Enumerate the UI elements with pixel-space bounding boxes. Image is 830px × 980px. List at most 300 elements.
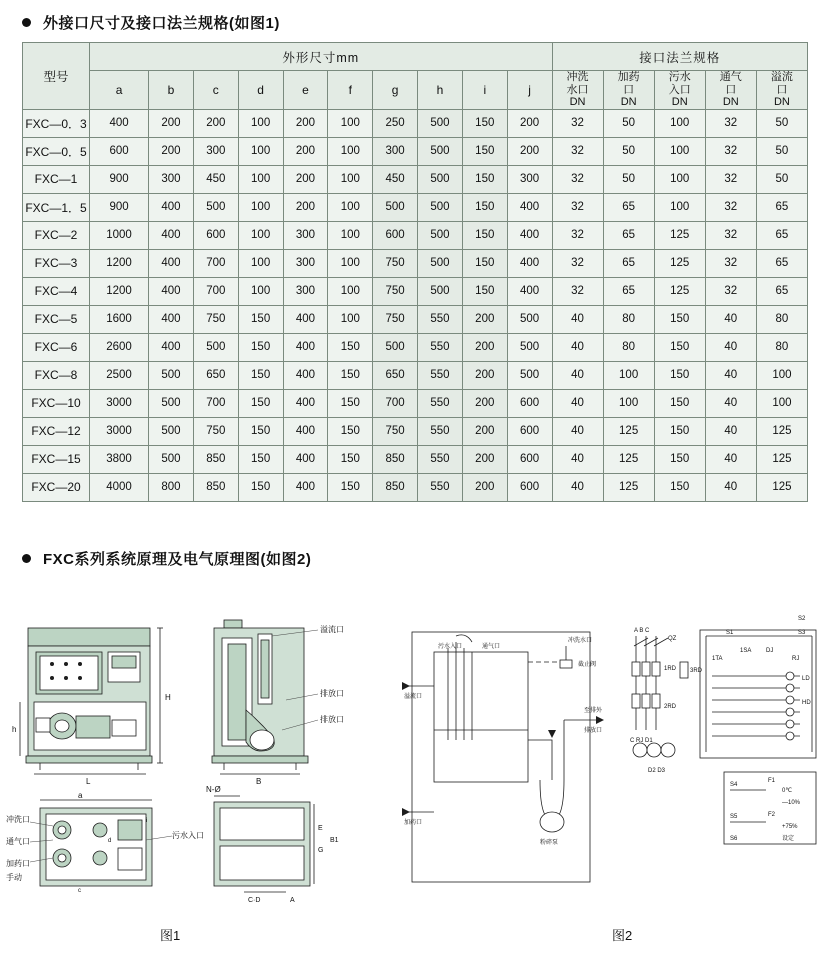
fig2-label-s4: S4 — [730, 782, 738, 788]
dosing-l3: DN — [620, 96, 637, 109]
technical-drawings — [0, 590, 830, 930]
fig2-label-dj: DJ — [766, 648, 774, 654]
cell-flange-4: 65 — [756, 277, 807, 305]
cell-dim-i: 150 — [462, 109, 507, 137]
cell-dim-c: 300 — [193, 137, 238, 165]
cell-dim-f: 100 — [328, 277, 373, 305]
table-row — [23, 249, 808, 277]
fig2-process-schematic — [402, 632, 604, 882]
table-row — [23, 109, 808, 137]
cell-dim-a: 3000 — [90, 389, 149, 417]
cell-flange-3: 32 — [705, 221, 756, 249]
cell-dim-a: 2600 — [90, 333, 149, 361]
cell-dim-d: 150 — [238, 417, 283, 445]
fig1-label-E: E — [318, 825, 323, 832]
fig1-label-overflow: 溢流口 — [320, 625, 344, 634]
cell-dim-f: 150 — [328, 361, 373, 389]
cell-dim-g: 750 — [373, 277, 418, 305]
cell-dim-e: 300 — [283, 249, 328, 277]
cell-dim-j: 400 — [507, 221, 552, 249]
cell-dim-e: 200 — [283, 193, 328, 221]
cell-flange-4: 125 — [756, 417, 807, 445]
cell-dim-j: 600 — [507, 473, 552, 501]
fig2-label-dosing: 加药口 — [404, 820, 423, 826]
cell-flange-4: 50 — [756, 165, 807, 193]
table-row — [23, 221, 808, 249]
section-title-diagrams — [22, 548, 311, 569]
cell-dim-a: 1600 — [90, 305, 149, 333]
cell-flange-4: 80 — [756, 333, 807, 361]
cell-dim-i: 200 — [462, 389, 507, 417]
cell-flange-2: 125 — [654, 249, 705, 277]
cell-model: FXC—0．3 — [23, 109, 90, 137]
cell-dim-a: 600 — [90, 137, 149, 165]
fig2-label-rd2: 2RD — [664, 704, 677, 710]
cell-dim-i: 200 — [462, 333, 507, 361]
cell-dim-d: 150 — [238, 333, 283, 361]
cell-model: FXC—8 — [23, 361, 90, 389]
cell-dim-j: 400 — [507, 277, 552, 305]
cell-dim-b: 500 — [149, 445, 194, 473]
cell-dim-h: 550 — [418, 445, 463, 473]
cell-dim-h: 500 — [418, 193, 463, 221]
cell-model: FXC—3 — [23, 249, 90, 277]
fig2-label-check-valve-1: 截止阀 — [578, 662, 597, 668]
cell-dim-e: 400 — [283, 389, 328, 417]
cell-dim-i: 150 — [462, 221, 507, 249]
fig2-label-pump: 粉碎泵 — [540, 840, 559, 846]
cell-dim-e: 300 — [283, 221, 328, 249]
table-head — [23, 43, 808, 110]
cell-flange-1: 50 — [603, 109, 654, 137]
fig2-label-rd3: 3RD — [690, 668, 703, 674]
table-row — [23, 445, 808, 473]
table-body — [23, 109, 808, 501]
cell-dim-d: 150 — [238, 305, 283, 333]
cell-dim-h: 550 — [418, 473, 463, 501]
cell-flange-4: 125 — [756, 445, 807, 473]
cell-model: FXC—0．5 — [23, 137, 90, 165]
cell-dim-f: 150 — [328, 389, 373, 417]
figures-area — [0, 590, 830, 950]
cell-flange-3: 32 — [705, 165, 756, 193]
cell-model: FXC—6 — [23, 333, 90, 361]
fig2-label-ld: LD — [802, 676, 810, 682]
cell-dim-f: 150 — [328, 417, 373, 445]
cell-dim-c: 750 — [193, 417, 238, 445]
cell-flange-3: 40 — [705, 361, 756, 389]
cell-flange-0: 40 — [552, 389, 603, 417]
fig1-base-plate — [206, 785, 339, 904]
cell-flange-0: 40 — [552, 361, 603, 389]
vent-l3: DN — [722, 96, 739, 109]
fig2-label-deg-low: —10% — [782, 800, 801, 806]
cell-dim-f: 100 — [328, 221, 373, 249]
cell-flange-2: 150 — [654, 417, 705, 445]
cell-dim-e: 400 — [283, 333, 328, 361]
cell-flange-3: 40 — [705, 473, 756, 501]
cell-flange-2: 150 — [654, 361, 705, 389]
cell-dim-g: 650 — [373, 361, 418, 389]
table-head-row-1 — [23, 43, 808, 71]
cell-dim-f: 100 — [328, 165, 373, 193]
fig1-label-B: B — [256, 777, 262, 786]
cell-dim-c: 750 — [193, 305, 238, 333]
cell-dim-d: 100 — [238, 221, 283, 249]
spec-table — [22, 42, 808, 502]
cell-dim-g: 750 — [373, 249, 418, 277]
cell-flange-2: 125 — [654, 221, 705, 249]
cell-dim-j: 200 — [507, 137, 552, 165]
flush-l3: DN — [569, 96, 586, 109]
cell-dim-i: 200 — [462, 417, 507, 445]
cell-model: FXC—1．5 — [23, 193, 90, 221]
cell-dim-a: 1200 — [90, 277, 149, 305]
cell-dim-g: 500 — [373, 333, 418, 361]
fig1-label-G: G — [318, 847, 324, 854]
cell-model: FXC—2 — [23, 221, 90, 249]
table-row — [23, 305, 808, 333]
cell-dim-i: 200 — [462, 361, 507, 389]
cell-flange-2: 150 — [654, 473, 705, 501]
fig1-label-drain: 排放口 — [320, 689, 344, 698]
vent-l2: 口 — [725, 83, 737, 96]
cell-model: FXC—5 — [23, 305, 90, 333]
vent-l1: 通气 — [719, 71, 742, 83]
cell-dim-b: 400 — [149, 193, 194, 221]
cell-flange-2: 100 — [654, 193, 705, 221]
cell-dim-c: 600 — [193, 221, 238, 249]
fig2-label-deg0: 0℃ — [782, 788, 793, 794]
cell-flange-2: 150 — [654, 445, 705, 473]
cell-dim-a: 4000 — [90, 473, 149, 501]
fig2-label-overflow: 溢流口 — [404, 694, 423, 700]
cell-flange-4: 50 — [756, 109, 807, 137]
table-row — [23, 361, 808, 389]
cell-dim-a: 1000 — [90, 221, 149, 249]
cell-dim-f: 150 — [328, 473, 373, 501]
cell-dim-b: 500 — [149, 417, 194, 445]
cell-dim-b: 400 — [149, 221, 194, 249]
cell-dim-a: 900 — [90, 193, 149, 221]
cell-dim-h: 500 — [418, 249, 463, 277]
cell-flange-1: 65 — [603, 277, 654, 305]
col-header-flush-dn — [552, 71, 603, 110]
cell-dim-c: 450 — [193, 165, 238, 193]
cell-flange-0: 32 — [552, 249, 603, 277]
cell-flange-2: 150 — [654, 305, 705, 333]
figure-1-caption: 图1 — [160, 928, 181, 943]
col-group-dimensions: 外形尺寸mm — [90, 43, 553, 71]
cell-flange-4: 80 — [756, 305, 807, 333]
col-header-c: c — [193, 71, 238, 110]
cell-dim-c: 500 — [193, 333, 238, 361]
cell-dim-h: 500 — [418, 277, 463, 305]
cell-dim-e: 400 — [283, 361, 328, 389]
table-row — [23, 137, 808, 165]
cell-dim-b: 400 — [149, 249, 194, 277]
cell-dim-g: 500 — [373, 193, 418, 221]
table-row — [23, 333, 808, 361]
fig2-label-vent: 通气口 — [482, 644, 501, 650]
cell-dim-e: 200 — [283, 109, 328, 137]
cell-dim-d: 100 — [238, 137, 283, 165]
cell-dim-j: 300 — [507, 165, 552, 193]
bullet-icon — [22, 18, 31, 27]
col-header-overflow-dn — [756, 71, 807, 110]
cell-flange-4: 65 — [756, 221, 807, 249]
cell-dim-g: 700 — [373, 389, 418, 417]
cell-flange-3: 40 — [705, 305, 756, 333]
cell-dim-j: 600 — [507, 389, 552, 417]
fig2-label-discharge: 排放口 — [584, 728, 603, 734]
cell-dim-j: 400 — [507, 249, 552, 277]
section-title-text-2: FXC系列系统原理及电气原理图(如图2) — [43, 551, 312, 568]
cell-dim-d: 150 — [238, 361, 283, 389]
cell-flange-2: 100 — [654, 165, 705, 193]
col-header-g: g — [373, 71, 418, 110]
cell-dim-b: 500 — [149, 361, 194, 389]
cell-model: FXC—1 — [23, 165, 90, 193]
cell-flange-1: 100 — [603, 361, 654, 389]
fig2-label-hd: HD — [802, 700, 811, 706]
cell-dim-h: 550 — [418, 305, 463, 333]
cell-dim-c: 850 — [193, 445, 238, 473]
fig2-label-sewage-in: 污水入口 — [438, 644, 463, 650]
sewage-l2: 入口 — [668, 83, 691, 96]
fig1-label-A: A — [290, 897, 295, 904]
section-title-dimensions — [22, 12, 280, 33]
cell-flange-1: 50 — [603, 165, 654, 193]
cell-dim-f: 150 — [328, 333, 373, 361]
cell-dim-c: 700 — [193, 277, 238, 305]
col-header-i: i — [462, 71, 507, 110]
fig1-plan-view — [6, 791, 204, 894]
cell-flange-0: 32 — [552, 109, 603, 137]
cell-dim-i: 200 — [462, 445, 507, 473]
cell-flange-1: 65 — [603, 249, 654, 277]
cell-dim-b: 500 — [149, 389, 194, 417]
col-header-sewage-dn — [654, 71, 705, 110]
cell-flange-1: 125 — [603, 473, 654, 501]
table-row — [23, 165, 808, 193]
col-header-j: j — [507, 71, 552, 110]
fig1-label-flush: 冲洗口 — [6, 815, 30, 824]
col-header-b: b — [149, 71, 194, 110]
cell-dim-e: 400 — [283, 473, 328, 501]
cell-flange-4: 100 — [756, 361, 807, 389]
cell-flange-3: 40 — [705, 445, 756, 473]
cell-dim-i: 150 — [462, 137, 507, 165]
cell-dim-f: 100 — [328, 137, 373, 165]
overflow-l3: DN — [773, 96, 790, 109]
fig1-label-N-phi: N-Ø — [206, 785, 221, 794]
fig1-side-elevation — [212, 620, 344, 786]
fig2-label-f2: F2 — [768, 812, 776, 818]
cell-dim-b: 400 — [149, 277, 194, 305]
fig1-label-L: L — [86, 777, 91, 786]
cell-dim-g: 300 — [373, 137, 418, 165]
fig1-label-a: a — [78, 791, 83, 800]
cell-dim-h: 500 — [418, 165, 463, 193]
cell-dim-c: 500 — [193, 193, 238, 221]
cell-flange-0: 40 — [552, 445, 603, 473]
flush-l2: 水口 — [566, 83, 589, 96]
cell-dim-g: 850 — [373, 473, 418, 501]
cell-dim-j: 500 — [507, 333, 552, 361]
cell-dim-g: 450 — [373, 165, 418, 193]
cell-flange-1: 100 — [603, 389, 654, 417]
cell-flange-4: 65 — [756, 249, 807, 277]
cell-model: FXC—10 — [23, 389, 90, 417]
table-row — [23, 277, 808, 305]
cell-dim-f: 100 — [328, 305, 373, 333]
cell-flange-0: 32 — [552, 277, 603, 305]
fig2-label-s1: S1 — [726, 630, 734, 636]
cell-flange-3: 40 — [705, 333, 756, 361]
fig1-label-sewage-in: 污水入口 — [172, 831, 204, 840]
cell-dim-a: 3800 — [90, 445, 149, 473]
cell-dim-d: 100 — [238, 249, 283, 277]
cell-flange-3: 40 — [705, 389, 756, 417]
cell-dim-i: 150 — [462, 165, 507, 193]
dosing-l2: 口 — [623, 83, 635, 96]
col-header-a: a — [90, 71, 149, 110]
cell-dim-b: 400 — [149, 305, 194, 333]
table-row — [23, 193, 808, 221]
cell-flange-1: 65 — [603, 221, 654, 249]
cell-flange-1: 65 — [603, 193, 654, 221]
cell-dim-a: 3000 — [90, 417, 149, 445]
sewage-l1: 污水 — [668, 71, 691, 83]
cell-dim-h: 550 — [418, 361, 463, 389]
fig1-label-drain2: 排放口 — [320, 715, 344, 724]
fig2-label-s5: S5 — [730, 814, 738, 820]
fig1-label-d: d — [108, 838, 112, 844]
fig2-label-f1: F1 — [768, 778, 776, 784]
cell-model: FXC—15 — [23, 445, 90, 473]
cell-flange-0: 40 — [552, 417, 603, 445]
fig2-label-to-outside: 至排外 — [584, 708, 603, 714]
cell-dim-j: 600 — [507, 417, 552, 445]
fig2-label-qz: QZ — [668, 636, 677, 642]
cell-dim-a: 2500 — [90, 361, 149, 389]
cell-dim-h: 500 — [418, 109, 463, 137]
cell-flange-1: 125 — [603, 417, 654, 445]
cell-dim-c: 200 — [193, 109, 238, 137]
cell-model: FXC—12 — [23, 417, 90, 445]
cell-flange-4: 125 — [756, 473, 807, 501]
cell-dim-i: 200 — [462, 305, 507, 333]
cell-dim-c: 700 — [193, 389, 238, 417]
col-header-dosing-dn — [603, 71, 654, 110]
fig1-label-dosing: 加药口 — [6, 859, 30, 868]
fig2-label-d2d3: D2 D3 — [648, 768, 666, 774]
fig2-label-flush-in: 冲洗水口 — [568, 638, 593, 644]
table-row — [23, 417, 808, 445]
cell-dim-j: 200 — [507, 109, 552, 137]
fig2-label-ta: 1TA — [712, 656, 723, 662]
cell-dim-a: 900 — [90, 165, 149, 193]
col-header-vent-dn — [705, 71, 756, 110]
cell-dim-j: 500 — [507, 305, 552, 333]
cell-flange-4: 50 — [756, 137, 807, 165]
cell-dim-d: 100 — [238, 277, 283, 305]
cell-dim-d: 150 — [238, 445, 283, 473]
flush-l1: 冲洗 — [566, 71, 589, 83]
overflow-l1: 溢流 — [770, 71, 793, 83]
cell-flange-3: 32 — [705, 109, 756, 137]
cell-dim-b: 400 — [149, 333, 194, 361]
cell-flange-2: 100 — [654, 137, 705, 165]
cell-dim-c: 700 — [193, 249, 238, 277]
cell-dim-c: 650 — [193, 361, 238, 389]
cell-dim-f: 100 — [328, 249, 373, 277]
cell-dim-d: 100 — [238, 165, 283, 193]
cell-dim-d: 100 — [238, 109, 283, 137]
fig2-label-terminals: A B C — [634, 628, 650, 634]
table-row — [23, 473, 808, 501]
fig2-label-c-rj-d1: C RJ D1 — [630, 738, 653, 744]
bullet-icon-2 — [22, 554, 31, 563]
cell-dim-a: 400 — [90, 109, 149, 137]
cell-dim-c: 850 — [193, 473, 238, 501]
cell-flange-3: 32 — [705, 277, 756, 305]
fig1-front-elevation — [12, 628, 171, 786]
sewage-l3: DN — [671, 96, 688, 109]
cell-flange-2: 150 — [654, 333, 705, 361]
cell-flange-0: 32 — [552, 193, 603, 221]
cell-flange-3: 32 — [705, 137, 756, 165]
cell-flange-3: 32 — [705, 193, 756, 221]
fig2-label-s2: S2 — [798, 616, 806, 622]
fig2-label-rd1: 1RD — [664, 666, 677, 672]
cell-flange-0: 40 — [552, 473, 603, 501]
fig1-label-vent: 通气口 — [6, 837, 30, 846]
section-title-text: 外接口尺寸及接口法兰规格(如图1) — [43, 15, 280, 32]
cell-flange-1: 80 — [603, 333, 654, 361]
cell-dim-d: 150 — [238, 473, 283, 501]
col-group-flange: 接口法兰规格 — [552, 43, 807, 71]
cell-dim-j: 400 — [507, 193, 552, 221]
fig2-label-s3: S3 — [798, 630, 806, 636]
cell-flange-2: 100 — [654, 109, 705, 137]
cell-flange-1: 50 — [603, 137, 654, 165]
fig2-label-deg-hi: +75% — [782, 824, 798, 830]
col-header-e: e — [283, 71, 328, 110]
cell-flange-0: 32 — [552, 137, 603, 165]
fig1-label-manual: 手动 — [6, 873, 22, 882]
overflow-l2: 口 — [776, 83, 788, 96]
dosing-l1: 加药 — [617, 71, 640, 83]
cell-flange-0: 32 — [552, 221, 603, 249]
col-header-h: h — [418, 71, 463, 110]
cell-dim-j: 600 — [507, 445, 552, 473]
cell-dim-b: 300 — [149, 165, 194, 193]
col-header-model: 型号 — [23, 43, 90, 110]
cell-dim-f: 150 — [328, 445, 373, 473]
cell-dim-b: 200 — [149, 109, 194, 137]
cell-dim-g: 750 — [373, 305, 418, 333]
cell-dim-i: 150 — [462, 193, 507, 221]
cell-flange-4: 65 — [756, 193, 807, 221]
cell-dim-g: 850 — [373, 445, 418, 473]
cell-dim-e: 400 — [283, 445, 328, 473]
cell-dim-e: 400 — [283, 417, 328, 445]
figure-2-caption: 图2 — [612, 928, 633, 943]
cell-dim-e: 200 — [283, 165, 328, 193]
cell-dim-g: 250 — [373, 109, 418, 137]
